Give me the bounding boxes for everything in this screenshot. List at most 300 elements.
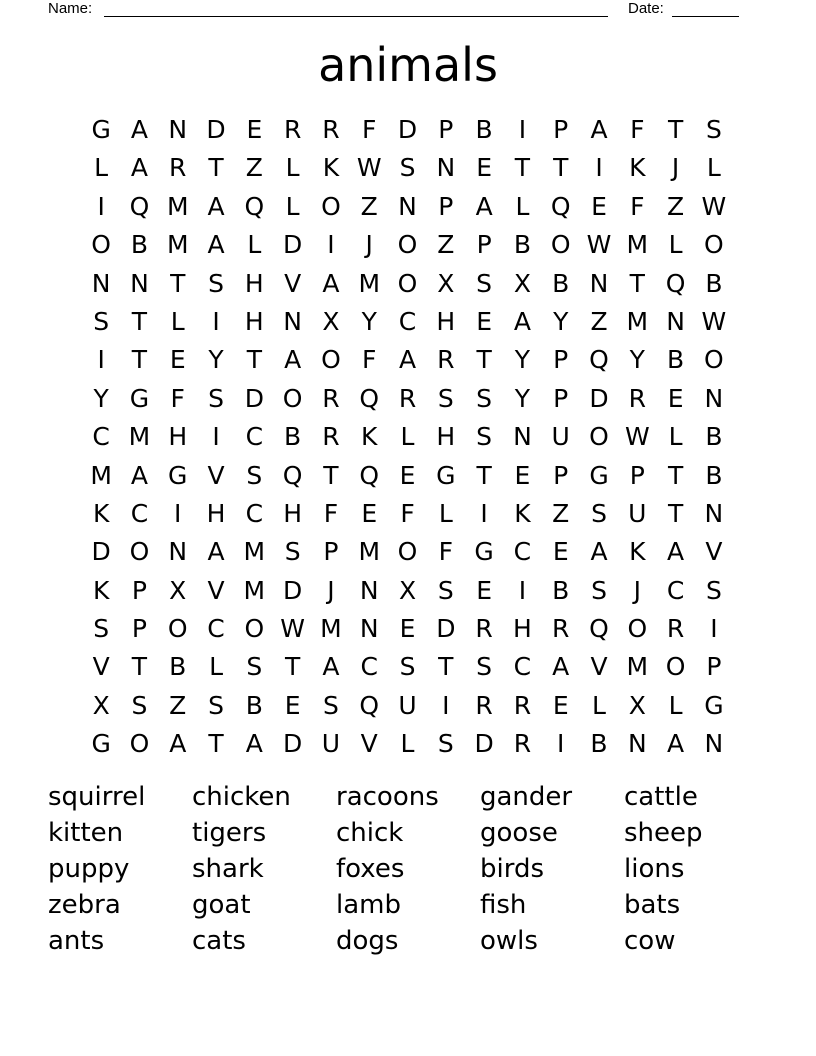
grid-letter: I	[174, 498, 182, 528]
grid-letter: N	[359, 575, 379, 605]
grid-letter: A	[667, 729, 685, 759]
grid-letter: R	[628, 383, 646, 413]
grid-letter: B	[169, 652, 187, 682]
grid-row	[82, 610, 733, 648]
grid-row	[82, 265, 733, 303]
grid-letter: U	[398, 690, 417, 720]
grid-letter: O	[129, 537, 150, 567]
grid-letter: N	[704, 498, 724, 528]
grid-letter: H	[244, 306, 264, 336]
grid-letter: W	[701, 306, 727, 336]
grid-letter: A	[130, 153, 148, 183]
grid-letter: S	[591, 575, 607, 605]
grid-letter: V	[207, 460, 225, 490]
grid-letter: I	[595, 153, 603, 183]
grid-letter: D	[397, 115, 418, 144]
grid-letter: P	[706, 652, 722, 682]
grid-letter: Z	[437, 230, 455, 260]
word-bank-item: foxes	[336, 854, 405, 884]
grid-letter: D	[474, 729, 494, 759]
grid-letter: N	[589, 268, 609, 298]
grid-row	[82, 648, 733, 686]
word-bank-item: zebra	[48, 890, 121, 920]
grid-letter: D	[283, 729, 303, 759]
grid-letter: N	[398, 191, 417, 221]
grid-letter: G	[436, 460, 456, 490]
grid-letter: A	[130, 115, 148, 144]
grid-letter: G	[91, 115, 111, 144]
grid-letter: A	[207, 537, 225, 567]
grid-letter: F	[323, 498, 339, 528]
grid-letter: G	[474, 537, 494, 567]
word-bank-item: chicken	[192, 782, 291, 812]
grid-letter: M	[358, 268, 381, 298]
grid-letter: T	[170, 268, 186, 298]
grid-letter: N	[168, 115, 188, 144]
grid-letter: C	[92, 422, 110, 452]
grid-letter: U	[321, 729, 341, 759]
grid-letter: S	[476, 383, 493, 413]
grid-letter: K	[361, 422, 378, 452]
grid-letter: I	[710, 614, 718, 644]
grid-letter: Q	[359, 383, 380, 413]
grid-letter: X	[322, 306, 340, 336]
grid-row	[82, 341, 733, 379]
grid-letter: F	[438, 537, 454, 567]
grid-letter: A	[475, 191, 493, 221]
worksheet-header	[48, 0, 748, 20]
grid-letter: Z	[552, 498, 570, 528]
grid-letter: A	[284, 345, 302, 375]
grid-letter: M	[243, 537, 266, 567]
grid-letter: B	[245, 690, 263, 720]
word-bank-item: gander	[480, 782, 573, 812]
grid-letter: Q	[589, 614, 609, 644]
grid-letter: D	[589, 383, 609, 413]
grid-letter: A	[590, 115, 608, 144]
grid-letter: S	[705, 575, 722, 605]
grid-letter: I	[442, 690, 450, 720]
grid-letter: O	[129, 729, 150, 759]
grid-row	[82, 380, 733, 418]
grid-letter: L	[170, 306, 185, 336]
grid-letter: R	[475, 690, 493, 720]
word-bank-item: cattle	[624, 782, 698, 812]
grid-letter: T	[323, 460, 339, 490]
grid-letter: L	[515, 191, 530, 221]
grid-letter: U	[551, 422, 570, 452]
grid-letter: E	[399, 614, 416, 644]
grid-letter: S	[208, 383, 224, 413]
grid-letter: L	[209, 652, 223, 682]
grid-letter: P	[323, 537, 339, 567]
grid-letter: F	[170, 383, 185, 413]
word-bank-item: birds	[480, 854, 545, 884]
grid-letter: P	[629, 460, 645, 490]
grid-letter: S	[284, 537, 301, 567]
grid-letter: L	[400, 729, 415, 759]
grid-letter: J	[633, 575, 641, 605]
grid-letter: O	[321, 345, 341, 375]
grid-letter: Z	[590, 306, 608, 336]
grid-letter: A	[552, 652, 570, 682]
grid-letter: Y	[553, 306, 569, 336]
grid-letter: Q	[244, 191, 265, 221]
grid-letter: P	[553, 460, 569, 490]
grid-letter: Y	[629, 345, 645, 375]
grid-letter: P	[438, 115, 454, 144]
grid-letter: R	[322, 422, 340, 452]
page-title: animals	[318, 38, 498, 92]
grid-letter: Y	[514, 383, 531, 413]
grid-letter: W	[701, 191, 727, 221]
grid-letter: S	[322, 690, 339, 720]
grid-letter: E	[552, 690, 569, 720]
grid-letter: Q	[129, 191, 150, 221]
grid-letter: B	[705, 422, 723, 452]
word-bank-item: squirrel	[48, 782, 146, 812]
word-bank	[48, 780, 768, 960]
grid-letter: N	[283, 306, 302, 336]
word-bank-item: puppy	[48, 854, 130, 884]
grid-letter: R	[513, 729, 532, 759]
grid-letter: H	[436, 422, 456, 452]
grid-letter: R	[552, 614, 570, 644]
grid-letter: T	[553, 153, 569, 183]
grid-letter: K	[514, 498, 531, 528]
grid-letter: F	[362, 115, 377, 144]
grid-letter: I	[97, 191, 105, 221]
grid-row	[82, 572, 733, 610]
date-blank-line	[672, 16, 739, 17]
grid-letter: M	[320, 614, 342, 644]
grid-letter: Q	[665, 268, 686, 298]
grid-letter: A	[207, 230, 225, 260]
grid-letter: W	[280, 614, 305, 644]
grid-letter: V	[590, 652, 608, 682]
word-bank-item: goose	[480, 818, 558, 848]
grid-letter: Z	[245, 153, 263, 183]
word-bank-item: lions	[624, 854, 685, 884]
grid-letter: J	[365, 230, 373, 260]
grid-letter: F	[400, 498, 415, 528]
grid-letter: R	[475, 614, 493, 644]
grid-letter: B	[130, 230, 149, 260]
word-bank-row	[48, 852, 768, 888]
grid-letter: P	[131, 575, 147, 605]
grid-letter: E	[284, 690, 301, 720]
word-bank-item: ants	[48, 926, 105, 956]
grid-letter: O	[550, 230, 571, 260]
grid-letter: M	[243, 575, 266, 605]
grid-letter: C	[245, 498, 264, 528]
grid-letter: T	[514, 153, 531, 183]
grid-letter: M	[90, 460, 112, 490]
grid-letter: R	[666, 614, 685, 644]
grid-letter: O	[282, 383, 303, 413]
grid-letter: C	[398, 306, 417, 336]
grid-letter: X	[628, 690, 646, 720]
grid-letter: Q	[550, 191, 571, 221]
grid-letter: Y	[361, 306, 377, 336]
grid-letter: C	[207, 614, 225, 644]
grid-letter: C	[513, 652, 532, 682]
grid-letter: Z	[667, 191, 685, 221]
grid-row	[82, 457, 733, 495]
grid-letter: O	[704, 230, 724, 260]
grid-letter: T	[667, 498, 684, 528]
grid-letter: A	[398, 345, 417, 375]
grid-letter: D	[91, 537, 111, 567]
grid-letter: K	[629, 537, 646, 567]
grid-letter: S	[399, 652, 416, 682]
grid-letter: S	[93, 614, 110, 644]
grid-letter: A	[322, 652, 340, 682]
grid-letter: D	[244, 383, 264, 413]
grid-letter: S	[246, 460, 263, 490]
grid-letter: L	[247, 230, 262, 260]
word-bank-item: kitten	[48, 818, 124, 848]
grid-letter: B	[513, 230, 531, 260]
letter-grid	[82, 111, 733, 764]
grid-letter: C	[360, 652, 378, 682]
grid-letter: E	[169, 345, 186, 375]
word-bank-item: chick	[336, 818, 404, 848]
grid-letter: O	[589, 422, 609, 452]
word-bank-item: bats	[624, 890, 681, 920]
grid-letter: O	[665, 652, 686, 682]
grid-letter: S	[208, 268, 224, 298]
grid-letter: Y	[93, 383, 109, 413]
grid-letter: I	[327, 230, 335, 260]
grid-letter: L	[400, 422, 415, 452]
grid-letter: B	[705, 268, 723, 298]
grid-letter: E	[399, 460, 416, 490]
grid-letter: I	[212, 306, 220, 336]
grid-letter: P	[553, 345, 569, 375]
grid-row	[82, 533, 733, 571]
grid-letter: S	[476, 652, 493, 682]
word-bank-item: fish	[480, 890, 527, 920]
grid-letter: G	[129, 383, 150, 413]
word-bank-item: owls	[480, 926, 538, 956]
grid-letter: X	[513, 268, 531, 298]
grid-letter: R	[283, 115, 302, 144]
grid-letter: K	[92, 575, 110, 605]
grid-letter: T	[131, 652, 148, 682]
grid-letter: Y	[208, 345, 224, 375]
grid-letter: D	[283, 230, 303, 260]
grid-letter: M	[358, 537, 381, 567]
word-bank-row	[48, 780, 768, 816]
grid-letter: P	[476, 230, 492, 260]
grid-letter: I	[557, 729, 565, 759]
grid-letter: U	[628, 498, 647, 528]
grid-letter: A	[169, 729, 187, 759]
grid-letter: V	[360, 729, 378, 759]
grid-letter: A	[513, 306, 531, 336]
grid-letter: N	[91, 268, 111, 298]
grid-letter: T	[476, 460, 492, 490]
word-bank-item: cats	[192, 926, 246, 956]
word-bank-row	[48, 816, 768, 852]
grid-letter: S	[208, 690, 224, 720]
grid-letter: E	[667, 383, 684, 413]
grid-letter: Q	[589, 345, 609, 375]
grid-letter: O	[704, 345, 724, 375]
grid-letter: G	[704, 690, 724, 720]
grid-letter: O	[321, 191, 341, 221]
grid-letter: L	[668, 230, 683, 260]
grid-letter: S	[437, 575, 454, 605]
grid-letter: I	[518, 575, 527, 605]
grid-letter: C	[513, 537, 532, 567]
grid-letter: H	[206, 498, 226, 528]
grid-letter: V	[705, 537, 723, 567]
grid-letter: E	[476, 575, 493, 605]
grid-letter: G	[91, 729, 111, 759]
grid-letter: N	[168, 537, 188, 567]
grid-letter: E	[246, 115, 263, 144]
grid-letter: W	[586, 230, 612, 260]
name-label: Name:	[48, 0, 93, 17]
grid-letter: Q	[359, 690, 380, 720]
grid-letter: P	[438, 191, 454, 221]
grid-letter: O	[397, 537, 418, 567]
grid-row	[82, 303, 733, 341]
grid-letter: S	[131, 690, 148, 720]
grid-letter: T	[208, 153, 224, 183]
grid-letter: B	[552, 575, 570, 605]
grid-letter: M	[128, 422, 151, 452]
grid-letter: N	[513, 422, 532, 452]
grid-letter: B	[552, 268, 570, 298]
grid-letter: H	[513, 614, 532, 644]
grid-letter: T	[131, 306, 148, 336]
grid-letter: T	[629, 268, 645, 298]
grid-letter: R	[169, 153, 187, 183]
grid-letter: J	[327, 575, 335, 605]
grid-letter: Z	[360, 191, 378, 221]
grid-row	[82, 149, 733, 187]
grid-letter: S	[399, 153, 416, 183]
grid-letter: T	[667, 460, 684, 490]
grid-letter: N	[704, 383, 724, 413]
grid-letter: M	[626, 652, 649, 682]
grid-letter: F	[362, 345, 377, 375]
grid-letter: O	[244, 614, 265, 644]
grid-row	[82, 495, 733, 533]
grid-letter: B	[667, 345, 685, 375]
grid-letter: O	[627, 614, 648, 644]
grid-letter: S	[705, 115, 722, 144]
grid-letter: L	[668, 690, 683, 720]
grid-letter: R	[437, 345, 455, 375]
grid-letter: F	[630, 191, 645, 221]
grid-letter: T	[131, 345, 148, 375]
grid-letter: P	[553, 115, 569, 144]
grid-letter: V	[92, 652, 110, 682]
word-bank-item: shark	[192, 854, 264, 884]
date-label: Date:	[628, 0, 664, 17]
grid-row	[82, 111, 733, 149]
grid-letter: R	[322, 115, 340, 144]
grid-letter: T	[438, 652, 454, 682]
grid-letter: E	[476, 306, 493, 336]
grid-letter: I	[518, 115, 527, 144]
grid-letter: C	[666, 575, 685, 605]
grid-letter: S	[93, 306, 110, 336]
grid-letter: X	[398, 575, 417, 605]
grid-letter: D	[436, 614, 456, 644]
grid-letter: K	[629, 153, 646, 183]
word-bank-item: lamb	[336, 890, 401, 920]
word-bank-row	[48, 888, 768, 924]
grid-letter: R	[513, 690, 532, 720]
grid-letter: V	[284, 268, 302, 298]
grid-letter: L	[94, 153, 109, 183]
grid-letter: W	[356, 153, 382, 183]
grid-letter: O	[397, 268, 418, 298]
grid-row	[82, 725, 733, 763]
grid-letter: C	[245, 422, 264, 452]
grid-letter: M	[166, 191, 189, 221]
grid-row	[82, 418, 733, 456]
grid-letter: I	[97, 345, 105, 375]
grid-letter: E	[552, 537, 569, 567]
grid-letter: P	[553, 383, 569, 413]
name-blank-line	[104, 16, 608, 17]
grid-letter: I	[480, 498, 488, 528]
word-bank-item: racoons	[336, 782, 439, 812]
grid-letter: X	[437, 268, 455, 298]
word-bank-item: dogs	[336, 926, 399, 956]
grid-letter: H	[244, 268, 264, 298]
word-bank-item: sheep	[624, 818, 703, 848]
grid-letter: L	[706, 153, 721, 183]
grid-letter: N	[627, 729, 647, 759]
grid-letter: D	[206, 115, 226, 144]
grid-letter: E	[361, 498, 378, 528]
grid-letter: G	[168, 460, 188, 490]
grid-letter: L	[285, 191, 300, 221]
grid-letter: H	[436, 306, 456, 336]
grid-letter: M	[626, 306, 649, 336]
grid-letter: E	[591, 191, 607, 221]
grid-letter: B	[475, 115, 493, 144]
grid-letter: Z	[169, 690, 187, 720]
grid-letter: N	[666, 306, 685, 336]
grid-letter: M	[166, 230, 189, 260]
grid-letter: O	[167, 614, 188, 644]
grid-letter: T	[667, 115, 684, 144]
grid-letter: N	[436, 153, 456, 183]
grid-letter: S	[476, 422, 493, 452]
grid-letter: X	[92, 690, 110, 720]
grid-letter: F	[630, 115, 645, 144]
grid-letter: L	[285, 153, 300, 183]
grid-letter: A	[590, 537, 608, 567]
grid-letter: S	[246, 652, 263, 682]
grid-letter: J	[671, 153, 680, 183]
grid-letter: A	[245, 729, 263, 759]
grid-letter: T	[476, 345, 492, 375]
grid-letter: H	[168, 422, 188, 452]
grid-letter: N	[359, 614, 379, 644]
grid-letter: A	[322, 268, 340, 298]
grid-letter: K	[92, 498, 110, 528]
grid-letter: W	[624, 422, 650, 452]
